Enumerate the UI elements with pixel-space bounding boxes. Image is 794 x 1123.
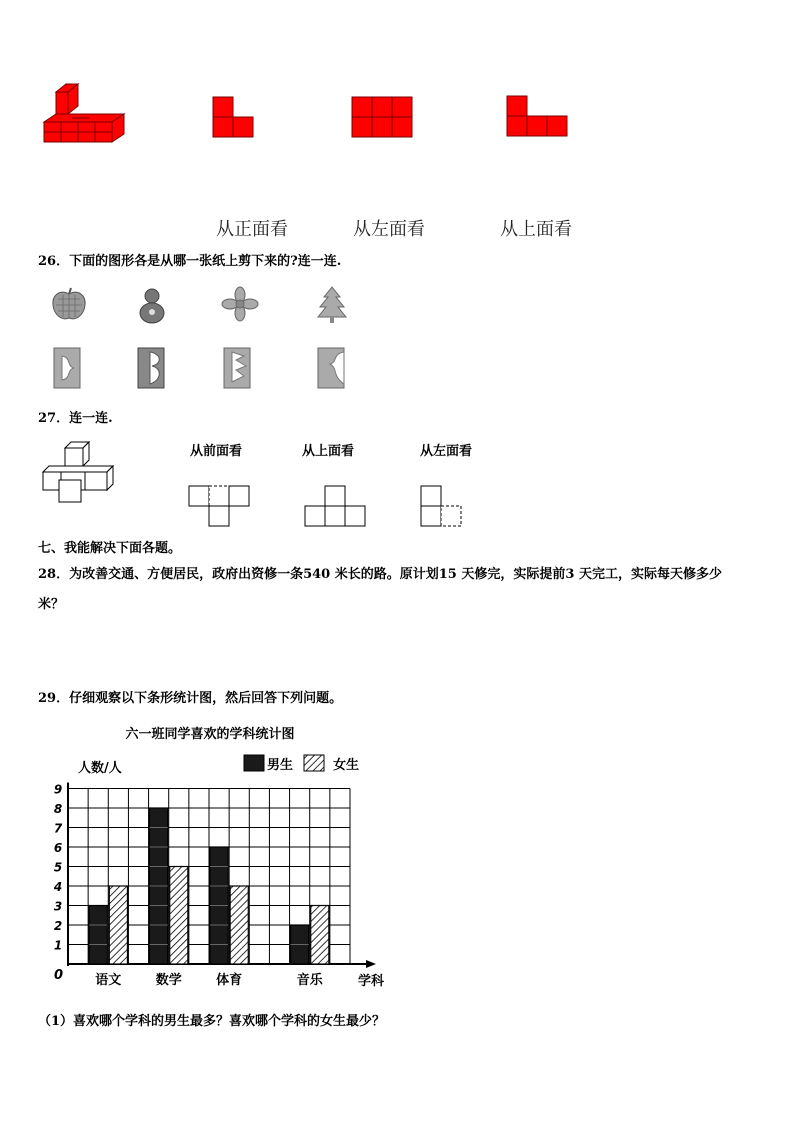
flower-cutout-icon <box>222 287 258 321</box>
origin-label: 0 <box>54 968 64 983</box>
question-28-line1: 28．为改善交通、方便居民，政府出资修一条540 米长的路。原计划15 天修完，实际提前3 天完工，实际每天修多少 <box>38 567 722 582</box>
cube-stack-figure <box>43 442 115 504</box>
option-shape-1 <box>188 485 252 527</box>
cube-3d-figure <box>44 84 126 146</box>
paper-3-icon <box>222 346 252 390</box>
view-label-front: 从正面看 <box>216 219 288 240</box>
question-26: 26．下面的图形各是从哪一张纸上剪下来的?连一连. <box>38 254 342 269</box>
legend-label-boys: 男生 <box>267 758 294 773</box>
bar-girls <box>311 906 329 965</box>
y-tick-label: 9 <box>53 782 63 797</box>
y-tick-label: 8 <box>53 802 63 816</box>
view-label-left: 从左面看 <box>353 219 425 240</box>
chart-legend <box>244 755 359 773</box>
question-28-line2: 米？ <box>38 597 65 612</box>
legend-label-girls: 女生 <box>333 758 360 773</box>
tree-cutout-icon <box>316 287 348 323</box>
bar-girls <box>170 867 188 965</box>
y-axis-label: 人数/人 <box>78 761 122 776</box>
question-29: 29．仔细观察以下条形统计图，然后回答下列问题。 <box>38 691 343 706</box>
view-label-top-27: 从上面看 <box>302 444 355 459</box>
bar-chart <box>40 718 385 990</box>
option-shape-3 <box>420 485 464 527</box>
legend-swatch-boys <box>244 755 264 771</box>
chart-title: 六一班同学喜欢的学科统计图 <box>125 727 295 742</box>
y-tick-label: 3 <box>53 899 63 914</box>
x-axis-arrow <box>366 960 376 968</box>
x-axis-label: 学科 <box>358 974 385 989</box>
legend-swatch-girls <box>304 755 324 771</box>
y-tick-label: 7 <box>53 821 63 836</box>
section-7-heading: 七、我能解决下面各题。 <box>38 541 182 556</box>
paper-2-icon <box>136 346 166 390</box>
front-view-shape <box>213 97 254 138</box>
question-29-sub1: （1）喜欢哪个学科的男生最多？喜欢哪个学科的女生最少？ <box>38 1014 386 1029</box>
view-label-front-27: 从前面看 <box>190 444 243 459</box>
top-view-shape <box>507 96 567 137</box>
bar-girls <box>109 886 127 964</box>
option-shape-2 <box>304 485 368 527</box>
question-27: 27．连一连. <box>38 411 113 426</box>
view-label-top: 从上面看 <box>500 219 572 240</box>
y-tick-label: 5 <box>53 860 63 875</box>
y-tick-label: 2 <box>53 919 63 933</box>
bar-girls <box>230 886 248 964</box>
y-tick-label: 4 <box>53 880 63 894</box>
view-label-left-27: 从左面看 <box>420 444 473 459</box>
x-category-label: 体育 <box>216 973 243 988</box>
left-view-shape <box>352 97 412 138</box>
bar-boys <box>89 906 107 965</box>
x-category-label: 语文 <box>95 973 122 988</box>
apple-cutout-icon <box>50 287 88 323</box>
paper-1-icon <box>52 346 82 390</box>
gourd-cutout-icon <box>137 286 167 324</box>
x-category-label: 数学 <box>155 973 182 988</box>
y-tick-label: 6 <box>53 841 63 855</box>
y-tick-label: 1 <box>53 938 63 953</box>
paper-4-icon <box>316 346 346 390</box>
x-category-label: 音乐 <box>296 973 323 988</box>
